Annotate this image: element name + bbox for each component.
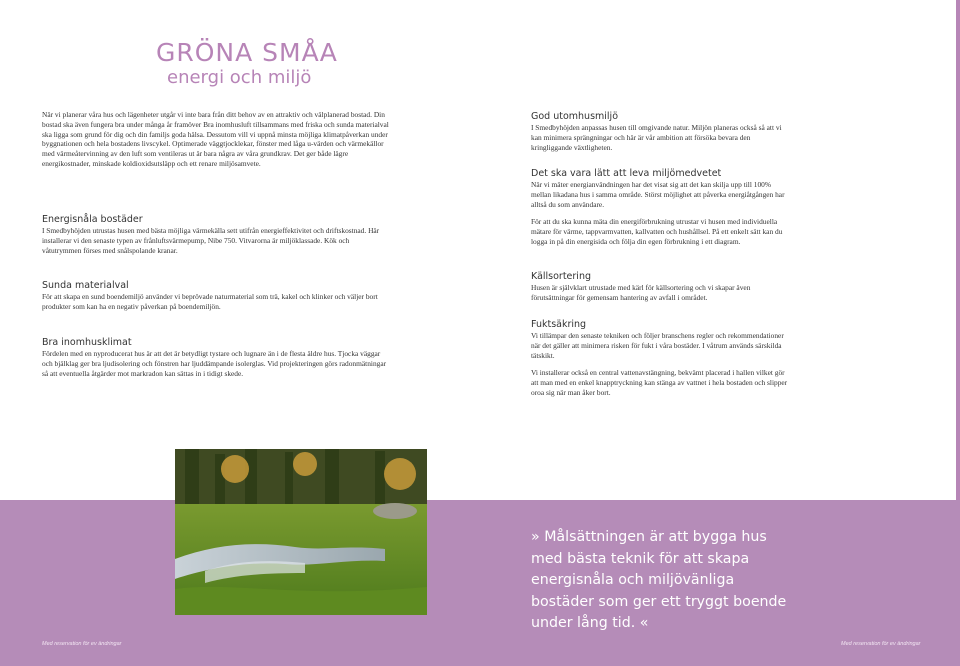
purple-band bbox=[0, 500, 960, 666]
section-heading: Energisnåla bostäder bbox=[42, 214, 143, 225]
section-kallsortering bbox=[531, 271, 790, 303]
section-miljomedvetet bbox=[531, 168, 790, 247]
section-text: För att skapa en sund boendemiljö använder vi beprövade naturmaterial som trä, kakel och klinker och väljer bort produkter som kan ha en negativ påverkan på boendemiljön. bbox=[42, 292, 378, 311]
section-text: I Smedbyhöjden utrustas husen med bästa möjliga värmekälla sett utifrån energieffektivitet och driftskostnad. Här installerar vi den senaste typen av frånluftsvärmepump, Nibe 750. Vitvarorna är miljöklassade. Kök och våtutrymmen förses med snålspolande kranar. bbox=[42, 226, 380, 255]
section-utomhusmiljo bbox=[531, 111, 790, 152]
section-heading: God utomhusmiljö bbox=[531, 111, 619, 122]
section-text: I Smedbyhöjden anpassas husen till omgivande natur. Miljön planeras också så att vi kan minimera sprängningar och här är vår ambition att försöka bevara den kringliggande växtligheten. bbox=[531, 123, 782, 152]
footer-note-right: Med reservation för ev ändringar bbox=[841, 641, 921, 647]
section-text: Vi tillämpar den senaste tekniken och följer branschens regler och rekommendationer när det gäller att minimera risken för fukt i våra bostäder. I våtrum används särskilda tätskikt. bbox=[531, 331, 784, 360]
left-column bbox=[42, 110, 390, 169]
section-inomhusklimat bbox=[42, 337, 390, 378]
section-heading: Fuktsäkring bbox=[531, 319, 587, 330]
section-text: När vi mäter energianvändningen har det visat sig att det kan skilja upp till 100% mellan likadana hus i samma område. Störst möjlighet att påverka energiåtgången har alltså du som användare. bbox=[531, 180, 785, 209]
section-text-2: För att du ska kunna mäta din energiförbrukning utrustar vi husen med individuella mätare för värme, tappvarmvatten, kallvatten och hushållsel. På ett enkelt sätt kan du logga in på din energisida och följa din egen förbrukning i ett diagram. bbox=[531, 217, 783, 246]
section-text: Husen är självklart utrustade med kärl för källsortering och vi skapar även förutsättningar för gemensam hantering av avfall i området. bbox=[531, 283, 751, 302]
section-fuktsakring bbox=[531, 319, 790, 398]
section-energisnala bbox=[42, 214, 390, 255]
section-text-2: Vi installerar också en central vattenavstängning, bekvämt placerad i hallen vilket gör att man med en enkel knapptryckning kan stänga av vattnet i hela bostaden och slipper oroa sig när man åker bort. bbox=[531, 368, 788, 397]
section-heading: Sunda materialval bbox=[42, 280, 129, 291]
pull-quote: » Målsättningen är att bygga hus med bästa teknik för att skapa energisnåla och miljövänliga bostäder som ger ett tryggt boende under lång tid. « bbox=[531, 529, 787, 631]
section-sunda-material bbox=[42, 280, 390, 312]
section-text: Fördelen med en nyproducerat hus är att det är betydligt tystare och lugnare än i de flesta äldre hus. Tjocka väggar och bjälklag ger bra ljudisolering och fönstren har ljuddämpande isolerglas. Vid projekteringen görs radonmätningar så att eventuella åtgärder mot markradon kan sättas in i tidigt skede. bbox=[42, 349, 387, 378]
nature-photo bbox=[175, 449, 427, 615]
section-heading: Bra inomhusklimat bbox=[42, 337, 132, 348]
section-heading: Det ska vara lätt att leva miljömedvetet bbox=[531, 168, 722, 179]
page-subtitle: energi och miljö bbox=[167, 67, 312, 88]
section-heading: Källsortering bbox=[531, 271, 591, 282]
intro-paragraph: När vi planerar våra hus och lägenheter utgår vi inte bara från ditt behov av en attraktiv och välplanerad bostad. Din bostad ska även fungera bra under många år framöver Bra inomhusluft tillsammans med friska och sunda materialval ska ligga som grund för dig och din familjs goda hälsa. Dessutom vill vi uppnå minsta möjliga klimatpåverkan under byggnationen och hela bostadens livscykel. Optimerade väggtjocklekar, fönster med låga u-värden och värmekällor med värmeåtervinning av den luft som ventileras ut är bara några av våra grundkrav. Det ger både lägre energikostnader, minskade koldioxidsutsläpp och ett renare miljösamvete. bbox=[42, 110, 389, 168]
footer-note-left: Med reservation för ev ändringar bbox=[42, 641, 122, 647]
page-title: GRÖNA SMÅA bbox=[156, 38, 338, 67]
